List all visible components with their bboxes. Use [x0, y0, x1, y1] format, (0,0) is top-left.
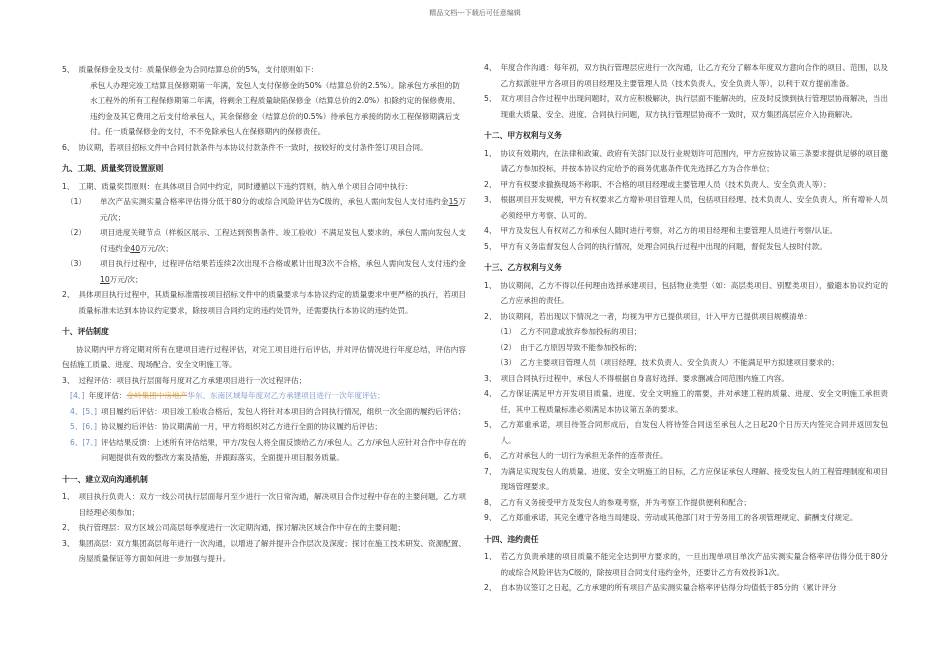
clause-text-post: 华东、东南区域每年度对乙方承建项目进行一次年度评估；	[187, 391, 385, 400]
clause-text: 乙方主要项目管理人员（项目经理、技术负责人、安全负责人）不能满足甲方拟建项目要求的；	[520, 358, 839, 367]
clause-number: 1、	[62, 492, 75, 501]
section-heading-10: 十、评估制度	[62, 327, 109, 336]
clause-11-4	[484, 60, 888, 91]
clause-text: 甲方及发包人有权对乙方和承包人随时进行考察，对乙方的项目经理和主要管理人员进行考察/认证。	[500, 226, 838, 235]
clause-text: 项目合同执行过程中，承包人不得根据自身喜好选择、要求删减合同范围内施工内容。	[500, 373, 789, 383]
clause-number: 6、	[484, 451, 497, 460]
clause-number: 9、	[484, 513, 497, 522]
clause-10-3	[62, 373, 466, 389]
clause-text-pre: 年度评估：	[88, 391, 127, 400]
clause-text: 乙方保证满足甲方开发项目质量、进度、安全文明施工的需要，并对承建工程的质量、进度、安全文明施工承担责任，其中工程质量标准必须满足本协议第五条的要求。	[500, 389, 888, 414]
clause-9-1-3	[62, 256, 466, 287]
clause-text: 执行管理层：双方区域公司高层每季度进行一次定期沟通，探讨解决区域合作中存在的主要问题；	[78, 523, 405, 532]
clause-text	[89, 388, 466, 404]
clause-number: 2、	[62, 290, 75, 299]
deleted-text: 金岭集团中房地产	[126, 391, 188, 400]
clause-12-1	[484, 146, 888, 177]
clause-9-2	[62, 287, 466, 318]
clause-13-7	[484, 464, 888, 495]
clause-number: 3、	[62, 375, 75, 385]
clause-number: （3）	[496, 358, 517, 367]
clause-number: 2、	[62, 523, 75, 532]
clause-11-3	[62, 536, 466, 567]
clause-text: 双方项目合作过程中出现问题时，双方应积极解决，执行层面不能解决的，应及时反馈到执行管理层协商解决，当出现重大质量、安全、进度、合同执行问题，双方执行管理层协商不一致时，双方集团高层应介入协商解决。	[500, 94, 888, 119]
clause-text: 乙方郑重承诺，其完全遵守各地当局建设、劳动或其他部门对于劳务用工的各项管理规定、薪酬支付规定。	[500, 513, 858, 522]
clause-text: 乙方对承包人的一切行为承担无条件的连带责任。	[500, 451, 668, 460]
clause-text: 自本协议签订之日起，乙方承建的所有项目产品实测实量合格率评估得分均值低于85分的（累计评分	[500, 583, 837, 592]
clause-number: 5、	[484, 94, 497, 103]
clause-text: 集团高层：双方集团高层每年进行一次沟通，以增进了解并提升合作层次及深度；探讨在施工技术研发、资源配置、房屋质量保证等方面如何进一步加强与提升。	[78, 538, 466, 563]
left-column	[62, 62, 466, 567]
clause-number: 1、	[484, 148, 497, 158]
clause-13-2-1	[484, 324, 888, 340]
clause-number: （2）	[496, 342, 517, 352]
clause-13-6	[484, 448, 888, 464]
clause-text-post: 万元/次；	[140, 243, 173, 253]
clause-text: 年度合作沟通：每年初，双方执行管理层应进行一次沟通，让乙方充分了解本年度双方意向合作的项目、范围，以及乙方拟派驻甲方各项目的项目经理及主要管理人员（技术负责人、安全负责人等），以利于双方提前准备。	[500, 63, 888, 88]
clause-13-2	[484, 309, 888, 325]
clause-text: 协议期间，若出现以下情况之一者，均视为甲方已提供项目，计入甲方已提供项目规模清单：	[500, 311, 812, 321]
clause-text: 协议期，若项目招标文件中合同付款条件与本协议付款条件不一致时，按较好的支付条件签订项目合同。	[78, 142, 428, 152]
clause-text: 由于乙方原因导致不能参加投标的；	[520, 342, 642, 352]
page-header: 精品文档---下载后可任意编辑	[429, 9, 521, 17]
penalty-amount: 10	[100, 274, 110, 284]
clause-number: 2、	[484, 179, 497, 189]
clause-9-1	[62, 179, 466, 195]
section-heading-12: 十二、甲方权利与义务	[484, 131, 562, 140]
clause-text-pre: 单次产品实测实量合格率评估得分低于80分的或综合风险评估为C级的，承包人需向发包人支付违约金	[100, 197, 449, 206]
clause-number: 4、	[484, 389, 497, 398]
clause-text-pre: 项目进度关键节点（样板区展示、工程达到预售条件、竣工验收）不满足发包人要求的，承包人需向发包人支付违约金	[100, 228, 466, 253]
clause-text: 根据项目开发规模，甲方有权要求乙方增补项目管理人员，包括项目经理、技术负责人、安全负责人，所有增补人员必须经甲方考察、认可的。	[500, 195, 888, 220]
clause-9-1-1	[62, 194, 466, 225]
clause-11-1	[62, 489, 466, 520]
clause-text: 协议履约后评估：协议期满前一月，甲方将组织对乙方进行全面的协议履约后评估；	[100, 422, 382, 431]
clause-number: 5、	[484, 420, 497, 429]
clause-9-1-2	[62, 225, 466, 256]
clause-text-pre: 项目执行过程中，过程评估结果若连续2次出现不合格或累计出现3次不合格，承包人需向发包人支付违约金	[100, 259, 466, 268]
clause-12-4	[484, 223, 888, 239]
clause-13-3	[484, 371, 888, 387]
clause-14-2	[484, 580, 888, 596]
clause-13-5	[484, 417, 888, 448]
clause-number: （1）	[496, 327, 517, 336]
clause-text: 甲方有权要求撤换现场不称职、不合格的项目经理或主要管理人员（技术负责人、安全负责人等）；	[500, 179, 831, 189]
clause-text: 具体项目执行过程中，其质量标准需按项目招标文件中的质量要求与本协议约定的质量要求中更严格的执行，若项目质量标准未达到本协议约定要求，除按项目合同约定的违约处罚外，还需要执行本协议的违约处罚。	[78, 290, 466, 315]
clause-number: 3、	[62, 538, 75, 548]
clause-number: 1、	[484, 280, 497, 290]
clause-text: 乙方有义务接受甲方及发包人的参观考察，并为考察工作提供便利和配合；	[500, 497, 752, 507]
clause-10-5	[62, 404, 466, 420]
clause-number: 8、	[484, 497, 497, 507]
clause-number: [4、]	[70, 391, 85, 400]
clause-number: 1、	[484, 552, 497, 561]
penalty-amount: 40	[130, 243, 141, 253]
clause-5-detail: 承包人办理完竣工结算且保修期第一年满，发包人支付保修金的50%（结算总价的2.5%）。除承包方承担的防水工程外的所有工程保修期第二年满，将剩余工程质量缺陷保修金（结算总价的2.0%）扣除约定的保修费用、违约金及其它费用之后支付给承包人，其余保修金（结算总价的0.5%）待承包方承接的防水工程保修期满后支付。任一质量保修金的支付，不不免除承包人在保修期内的保修责任。	[90, 80, 460, 136]
clause-number: 2、	[484, 311, 497, 321]
clause-13-2-3	[484, 355, 888, 371]
clause-number: 3、	[484, 373, 497, 383]
clause-10-6	[62, 419, 466, 435]
clause-number: （3）	[66, 259, 87, 268]
clause-12-5	[484, 239, 888, 255]
clause-number: 3、	[484, 195, 497, 204]
clause-number: 4、[5、]	[70, 406, 97, 416]
clause-number: 5、	[484, 241, 497, 251]
penalty-amount: 15	[448, 197, 459, 206]
clause-number: 4、	[484, 226, 497, 235]
clause-13-2-2	[484, 340, 888, 356]
clause-text: 乙方郑重承诺，项目待签合同形成后，自发包人将待签合同送至承包人之日起20个日历天内签完合同并返回发包人。	[500, 420, 888, 445]
clause-text: 协议有效期内，在法律和政策、政府有关部门以及行业规划许可范围内，甲方应按协议第三条要求提供足够的项目邀请乙方参加投标，并按本协议约定给予的商务优惠条件优先选择乙方为合作单位；	[500, 148, 888, 173]
clause-text: 质量保修金及支付：质量保修金为合同结算总价的5%，支付原则如下：	[78, 65, 319, 74]
section-heading-11: 十一、建立双向沟通机制	[62, 474, 148, 484]
clause-13-9	[484, 510, 888, 526]
clause-6-1	[62, 140, 466, 156]
clause-13-8	[484, 495, 888, 511]
clause-number: 6、	[62, 142, 75, 152]
section-heading-9: 九、工期、质量奖罚设置原则	[62, 164, 164, 173]
clause-text: 若乙方负责承建的项目质量不能完全达到甲方要求的，一旦出现单项目单次产品实测实量合格率评估得分低于80分的或综合风险评估为C级的，除按项目合同支付违约金外，还要计乙方有效投诉1次。	[500, 552, 888, 577]
clause-text	[100, 256, 466, 287]
clause-text: 甲方有义务监督发包人合同的执行情况，处理合同执行过程中出现的问题，督促发包人按时付款。	[500, 241, 827, 251]
clause-text: 评估结果反馈：上述所有评估结果，甲方/发包人将全面反馈给乙方/承包人。乙方/承包人应针对合作中存在的问题提供有效的整改方案及措施，并跟踪落实，全面提升项目服务质量。	[100, 437, 466, 462]
clause-text: 工期、质量奖罚原则：在具体项目合同中约定，同时遵循以下违约罚则，纳入单个项目合同中执行：	[78, 181, 413, 191]
clause-text: 为满足实现发包人的质量、进度、安全文明施工的目标，乙方应保证承包人理解、接受发包人的工程管理制度和项目现场管理要求。	[500, 466, 888, 491]
section-heading-13: 十三、乙方权利与义务	[484, 263, 562, 272]
clause-13-4	[484, 386, 888, 417]
clause-12-2	[484, 177, 888, 193]
clause-number: 4、	[484, 63, 497, 72]
clause-number: 7、	[484, 466, 497, 476]
clause-text: 乙方不同意或放弃参加投标的项目；	[520, 327, 642, 336]
clause-number: 5、[6、]	[70, 422, 97, 431]
clause-text: 协议期间，乙方不得以任何理由选择承建项目，包括物业类型（如：高层类项目、别墅类项目），撤避本协议约定的乙方应承担的责任。	[500, 280, 888, 305]
clause-number: 6、[7、]	[70, 437, 97, 447]
clause-text-post: 万元/次；	[109, 274, 143, 284]
clause-11-5	[484, 91, 888, 122]
clause-number: （2）	[66, 228, 87, 237]
clause-text: 项目履约后评估：项目竣工验收合格后，发包人将针对本项目的合同执行情况，组织一次全面的履约后评估；	[100, 406, 466, 416]
clause-number: 1、	[62, 181, 75, 191]
clause-14-1	[484, 549, 888, 580]
clause-10-4	[62, 388, 466, 404]
section-heading-14: 十四、违约责任	[484, 534, 539, 544]
clause-number: （1）	[66, 197, 87, 206]
clause-13-1	[484, 278, 888, 309]
clause-5-1	[62, 62, 466, 78]
clause-text: 项目执行负责人：双方一线公司执行层面每月至少进行一次日常沟通，解决项目合作过程中存在的主要问题，乙方项目经理必须参加；	[78, 492, 466, 517]
clause-11-2	[62, 520, 466, 536]
clause-text-post: 万元/次；	[100, 197, 467, 222]
clause-text	[100, 194, 466, 225]
clause-text	[100, 225, 466, 256]
clause-number: 5、	[62, 65, 75, 74]
clause-12-3	[484, 192, 888, 223]
section-10-intro: 协议期内甲方将定期对所有在建项目进行过程评估，对完工项目进行后评估，并对评估情况进行年度总结，评估内容包括施工质量、进度、现场配合、安全文明施工等。	[62, 344, 466, 369]
clause-text: 过程评估：项目执行层面每月度对乙方承建项目进行一次过程评估；	[78, 375, 307, 385]
right-column	[484, 60, 888, 596]
clause-number: 2、	[484, 583, 497, 592]
clause-10-7	[62, 435, 466, 466]
